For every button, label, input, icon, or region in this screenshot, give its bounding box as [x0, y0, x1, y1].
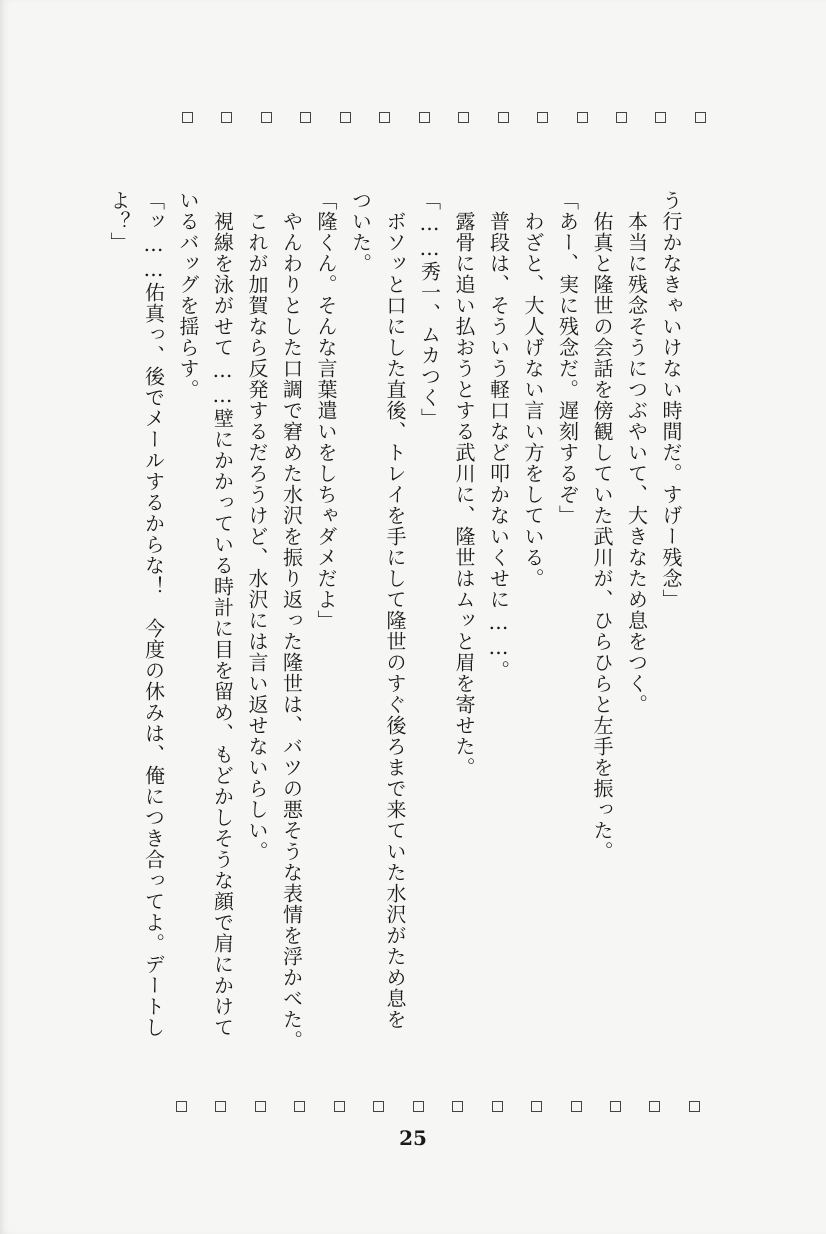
top-decorative-border: [182, 112, 706, 123]
border-square-icon: [215, 1101, 226, 1112]
text-line: 視線を泳がせて……壁にかかっている時計に目を留め、もどかしそうな顔で肩にかけて: [210, 190, 235, 1038]
text-line: わざと、大人げない言い方をしている。: [521, 190, 545, 589]
border-square-icon: [300, 112, 311, 123]
text-line: 「……秀一、ムカつく」: [417, 190, 442, 429]
border-square-icon: [689, 1101, 700, 1112]
border-square-icon: [571, 1101, 582, 1112]
border-square-icon: [458, 112, 469, 123]
border-square-icon: [334, 1101, 345, 1112]
text-line: よ？」: [107, 190, 131, 253]
border-square-icon: [413, 1101, 424, 1112]
text-line: 「ッ……佑真っ、後でメールするからな！ 今度の休みは、俺につき合ってよ。デートし: [141, 190, 166, 1038]
border-square-icon: [419, 112, 430, 123]
border-square-icon: [577, 112, 588, 123]
text-line: 普段は、そういう軽口など叩かないくせに……。: [486, 190, 511, 681]
text-line: 露骨に追い払おうとする武川に、隆世はムッと眉を寄せた。: [452, 190, 476, 778]
text-line: ボソッと口にした直後、トレイを手にして隆世のすぐ後ろまで来ていた水沢がため息を: [383, 190, 407, 1030]
border-square-icon: [655, 112, 666, 123]
border-square-icon: [176, 1101, 187, 1112]
border-square-icon: [649, 1101, 660, 1112]
page-number: 25: [399, 1126, 427, 1150]
text-line: いるバッグを揺らす。: [176, 190, 200, 400]
border-square-icon: [255, 1101, 266, 1112]
border-square-icon: [498, 112, 509, 123]
text-line: やんわりとした口調で窘めた水沢を振り返った隆世は、バツの悪そうな表情を浮かべた。: [279, 190, 304, 1051]
border-square-icon: [340, 112, 351, 123]
text-line: う行かなきゃいけない時間だ。すげー残念」: [659, 190, 683, 610]
text-line: これが加賀なら反発するだろうけど、水沢には言い返せないらしい。: [245, 190, 269, 862]
border-square-icon: [221, 112, 232, 123]
border-square-icon: [261, 112, 272, 123]
border-square-icon: [492, 1101, 503, 1112]
border-square-icon: [537, 112, 548, 123]
vertical-text-body: [102, 190, 689, 1070]
text-line: 佑真と隆世の会話を傍観していた武川が、ひらひらと左手を振った。: [590, 190, 614, 862]
text-line: 「隆くん。そんな言葉遣いをしちゃダメだよ」: [314, 190, 338, 631]
border-square-icon: [610, 1101, 621, 1112]
border-square-icon: [182, 112, 193, 123]
border-square-icon: [616, 112, 627, 123]
text-line: 「あー、実に残念だ。遅刻するぞ」: [555, 190, 580, 526]
border-square-icon: [379, 112, 390, 123]
border-square-icon: [695, 112, 706, 123]
border-square-icon: [294, 1101, 305, 1112]
text-line: ついた。: [348, 190, 373, 274]
border-square-icon: [373, 1101, 384, 1112]
bottom-decorative-border: [176, 1101, 700, 1112]
border-square-icon: [452, 1101, 463, 1112]
text-line: 本当に残念そうにつぶやいて、大きなため息をつく。: [624, 190, 649, 715]
border-square-icon: [531, 1101, 542, 1112]
